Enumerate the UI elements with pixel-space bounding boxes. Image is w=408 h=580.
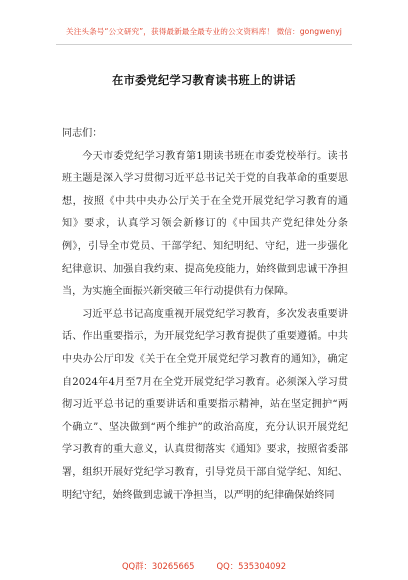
document-title: 在市委党纪学习教育读书班上的讲话 <box>112 74 296 87</box>
footer-qq: QQ：535304092 <box>216 561 287 571</box>
document-body <box>62 123 348 507</box>
salutation: 同志们： <box>62 128 103 139</box>
header-divider <box>56 44 352 45</box>
header-banner: 关注头条号“公文研究”，获得最新最全最专业的公文资料库！ 微信：gongwenyj <box>66 27 342 36</box>
paragraph-1: 今天市委党纪学习教育第1期读书班在市委党校举行。读书班主题是深入学习贯彻习近平总书记关于党的自我革命的重要思想，按照《中共中央办公厅关于在全党开展党纪学习教育的通知》要求，认真学习领会新修订的《中国共产党纪律处分条例》，引导全市党员、干部学纪、知纪明纪、守纪，进一步强化纪律意识、加强自我约束、提高免疫能力，始终做到忠诚干净担当，为实施全面振兴新突破三年行动提供有力保障。 <box>62 150 348 298</box>
paragraph-2: 习近平总书记高度重视开展党纪学习教育，多次发表重要讲话、作出重要指示，为开展党纪学习教育提供了重要遵循。中共中央办公厅印发《关于在全党开展党纪学习教育的通知》，确定自2024年4月至7月在全党开展党纪学习教育。必须深入学习贯彻习近平总书记的重要讲话和重要指示精神，站在坚定拥护“两个确立”、坚决做到“两个维护”的政治高度，充分认识开展党纪学习教育的重大意义，认真贯彻落实《通知》要求，按照省委部署，组织开展好党纪学习教育，引导党员干部自觉学纪、知纪、明纪守纪，始终做到忠诚干净担当，以严明的纪律确保始终同 <box>62 308 348 501</box>
footer-qq-group: QQ群：30265665 <box>121 561 195 571</box>
footer-contact <box>0 560 408 572</box>
